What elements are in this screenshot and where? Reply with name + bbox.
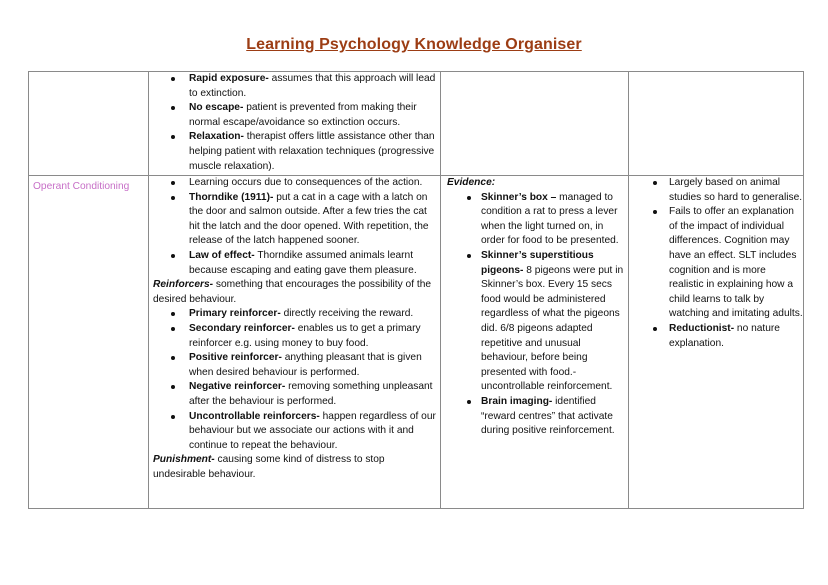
list-item-term: Rapid exposure- [189, 73, 269, 84]
list-item-text: removing something unpleasant after the behaviour is performed. [189, 381, 433, 407]
reinforcer-list [149, 307, 440, 453]
table-row [29, 176, 804, 509]
list-item-term: Negative reinforcer- [189, 381, 286, 393]
reinforcers-term: Reinforcers- [153, 279, 214, 291]
list-item-text: 8 pigeons were put in Skinner’s box. Every 15 secs food would be administered regardless of what the pigeons did. 6/8 pigeons adapted repetitive and unusual behaviour, before being presented with food.- uncontrollable reinforcement. [481, 264, 624, 393]
topic-cell-empty [29, 72, 149, 176]
page-title: Learning Psychology Knowledge Organiser [246, 36, 582, 53]
list-item-text: anything pleasant that is given when desired behaviour is performed. [189, 352, 422, 378]
list-item [629, 322, 803, 351]
table-row [29, 72, 804, 176]
list-item [149, 72, 440, 101]
list-item [441, 249, 628, 395]
list-item [441, 395, 628, 439]
evaluation-cell [629, 176, 804, 509]
topic-label: Operant Conditioning [33, 181, 130, 192]
list-item-term: Relaxation- [189, 131, 244, 143]
list-item-term: Reductionist- [669, 322, 735, 334]
list-item [629, 176, 803, 205]
punishment-text: causing some kind of distress to stop undesirable behaviour. [153, 454, 385, 480]
topic-cell [29, 176, 149, 509]
list-item-text: happen regardless of our behaviour but we associate our actions with it and continue to repeat the behaviour. [189, 410, 436, 451]
reinforcers-paragraph [149, 278, 440, 307]
list-item [149, 351, 440, 380]
list-item [149, 101, 440, 130]
list-item-text: assumes that this approach will lead to extinction. [189, 73, 436, 99]
list-item [149, 249, 440, 278]
list-item-term: Brain imaging- [481, 395, 553, 407]
list-item-text: identified “reward centres” that activate during positive reinforcement. [481, 395, 615, 437]
reinforcers-text: something that encourages the possibility of the desired behaviour. [153, 279, 432, 305]
list-item-term: Positive reinforcer- [189, 352, 282, 364]
list-item-term: Primary reinforcer- [189, 308, 281, 320]
content-cell [149, 72, 441, 176]
list-item [149, 191, 440, 249]
list-item-term: Skinner’s superstitious pigeons- [481, 249, 594, 276]
list-item-term: Secondary reinforcer- [189, 322, 295, 334]
list-item-text: enables us to get a primary reinforcer e.g. using money to buy food. [189, 322, 421, 349]
evidence-cell [441, 176, 629, 509]
list-item-text: patient is prevented from making their normal escape/avoidance so extinction occurs. [189, 102, 417, 128]
list-item-text: no nature explanation. [669, 322, 780, 349]
list-item-text: Learning occurs due to consequences of the action. [189, 177, 423, 188]
list-item [629, 205, 803, 322]
list-item [441, 191, 628, 249]
content-cell [149, 176, 441, 509]
continued-list [149, 72, 440, 174]
punishment-paragraph [149, 453, 440, 482]
list-item-term: Uncontrollable reinforcers- [189, 410, 320, 422]
list-item-text: managed to condition a rat to press a lever when the light turned on, in order for food to be presented. [481, 191, 619, 247]
list-item-text: put a cat in a cage with a latch on the door and salmon outside. After a few tries the cat hit the latch and the door opened. With repetition, the release of the latch happened sooner. [189, 191, 429, 247]
list-item [149, 307, 440, 322]
evaluation-list [629, 176, 803, 351]
list-item-text: therapist offers little assistance other than helping patient with relaxation techniques (progressive muscle relaxation). [189, 131, 435, 172]
knowledge-organiser-table [28, 71, 804, 509]
list-item [149, 176, 440, 191]
list-item-term: No escape- [189, 102, 244, 114]
evaluation-cell-empty [629, 72, 804, 176]
list-item [149, 380, 440, 409]
list-item-term: Thorndike (1911)- [189, 191, 274, 203]
list-item-text: Largely based on animal studies so hard to generalise. [669, 177, 803, 203]
list-item [149, 322, 440, 351]
evidence-list [441, 191, 628, 439]
list-item-text: directly receiving the reward. [280, 308, 414, 320]
evidence-heading: Evidence: [447, 177, 496, 188]
list-item-text: Fails to offer an explanation of the impact of individual differences. Cognition may have an effect. SLT includes cognition and is more realistic in explaining how a child learns to talk by watching and imitating adults. [669, 206, 803, 320]
list-item [149, 130, 440, 174]
evidence-cell-empty [441, 72, 629, 176]
list-item-term: Skinner’s box – [481, 191, 557, 203]
intro-list [149, 176, 440, 278]
list-item-term: Law of effect- [189, 249, 255, 261]
punishment-term: Punishment- [153, 454, 215, 466]
list-item-text: Thorndike assumed animals learnt because escaping and eating gave them pleasure. [189, 249, 417, 276]
list-item [149, 410, 440, 454]
